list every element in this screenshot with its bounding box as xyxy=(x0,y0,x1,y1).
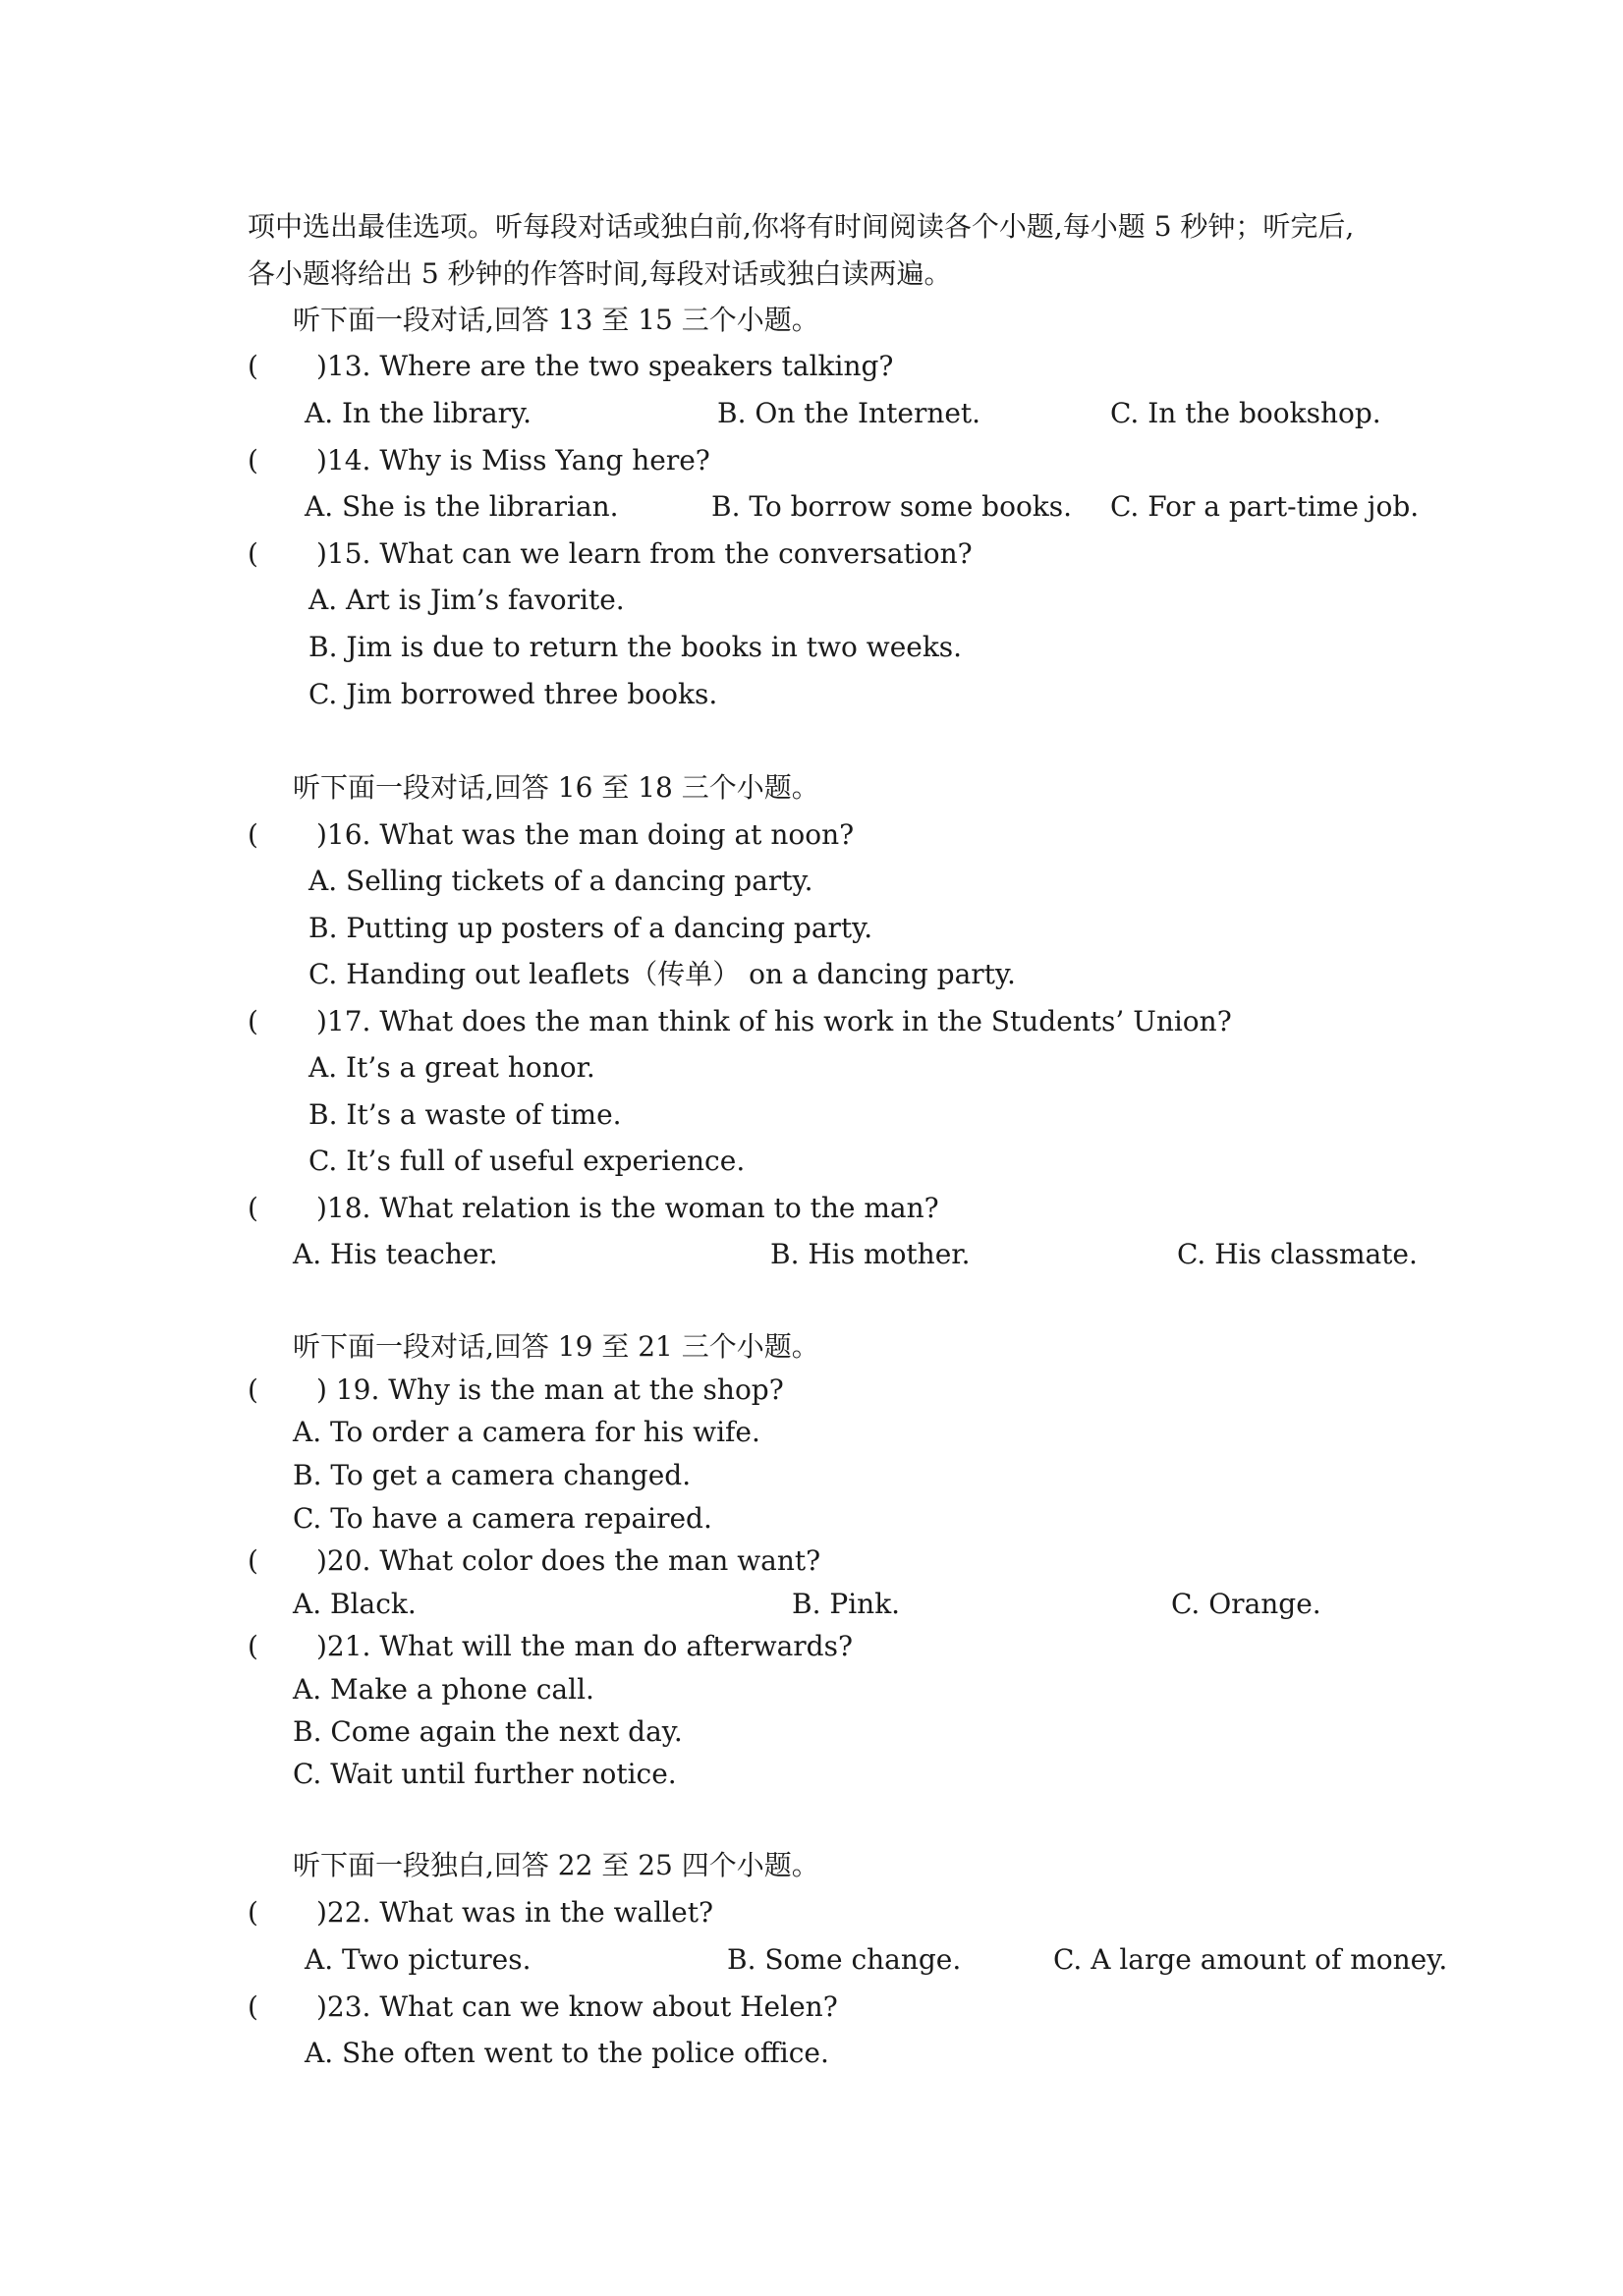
answer-bracket: ( xyxy=(248,1005,258,1037)
option-15c: C. Jim borrowed three books. xyxy=(308,678,718,710)
intro-line-2: 各小题将给出 5 秒钟的作答时间,每段对话或独白读两遍。 xyxy=(248,257,952,290)
question-23: )23. What can we know about Helen? xyxy=(316,1990,838,2023)
intro-line-1: 项中选出最佳选项。听每段对话或独白前,你将有时间阅读各个小题,每小题 5 秒钟；听完后, xyxy=(248,210,1355,243)
option-16c: C. Handing out leaflets（传单） on a dancing party. xyxy=(308,958,1016,990)
section-heading: 听下面一段对话,回答 13 至 15 三个小题。 xyxy=(293,304,819,336)
option-17b: B. It’s a waste of time. xyxy=(308,1098,622,1131)
answer-bracket: ( xyxy=(248,350,258,382)
question-15: )15. What can we learn from the conversation? xyxy=(316,537,973,570)
option-16b: B. Putting up posters of a dancing party. xyxy=(308,912,873,944)
section-heading: 听下面一段对话,回答 19 至 21 三个小题。 xyxy=(293,1330,819,1363)
option-13b: B. On the Internet. xyxy=(717,397,981,429)
option-17c: C. It’s full of useful experience. xyxy=(308,1145,746,1177)
option-17a: A. It’s a great honor. xyxy=(308,1051,595,1084)
question-22: )22. What was in the wallet? xyxy=(316,1896,713,1929)
question-21: )21. What will the man do afterwards? xyxy=(316,1630,853,1662)
question-14: )14. Why is Miss Yang here? xyxy=(316,444,710,476)
option-21a: A. Make a phone call. xyxy=(293,1673,594,1706)
question-20: )20. What color does the man want? xyxy=(316,1544,821,1577)
option-13a: A. In the library. xyxy=(305,397,532,429)
answer-bracket: ( xyxy=(248,1192,258,1224)
option-19a: A. To order a camera for his wife. xyxy=(293,1416,760,1448)
option-14c: C. For a part-time job. xyxy=(1110,490,1420,523)
answer-bracket: ( xyxy=(248,537,258,570)
option-18a: A. His teacher. xyxy=(293,1238,498,1270)
answer-bracket: ( xyxy=(248,1896,258,1929)
option-16a: A. Selling tickets of a dancing party. xyxy=(308,865,813,897)
answer-bracket: ( xyxy=(248,818,258,851)
option-13c: C. In the bookshop. xyxy=(1110,397,1381,429)
question-13: )13. Where are the two speakers talking? xyxy=(316,350,894,382)
option-20c: C. Orange. xyxy=(1171,1588,1321,1620)
option-20b: B. Pink. xyxy=(792,1588,901,1620)
option-22c: C. A large amount of money. xyxy=(1053,1943,1448,1976)
section-heading: 听下面一段对话,回答 16 至 18 三个小题。 xyxy=(293,771,819,804)
question-18: )18. What relation is the woman to the man? xyxy=(316,1192,939,1224)
option-18c: C. His classmate. xyxy=(1177,1238,1418,1270)
option-23a: A. She often went to the police office. xyxy=(305,2037,829,2069)
answer-bracket: ( xyxy=(248,1373,258,1406)
option-15b: B. Jim is due to return the books in two weeks. xyxy=(308,631,963,663)
option-19b: B. To get a camera changed. xyxy=(293,1459,692,1491)
option-14a: A. She is the librarian. xyxy=(305,490,619,523)
option-22a: A. Two pictures. xyxy=(305,1943,532,1976)
option-21c: C. Wait until further notice. xyxy=(293,1758,677,1790)
question-16: )16. What was the man doing at noon? xyxy=(316,818,855,851)
question-17: )17. What does the man think of his work in the Students’ Union? xyxy=(316,1005,1232,1037)
option-22b: B. Some change. xyxy=(727,1943,962,1976)
option-21b: B. Come again the next day. xyxy=(293,1715,683,1748)
question-19: ) 19. Why is the man at the shop? xyxy=(316,1373,784,1406)
section-heading: 听下面一段独白,回答 22 至 25 四个小题。 xyxy=(293,1849,819,1881)
option-20a: A. Black. xyxy=(293,1588,417,1620)
option-14b: B. To borrow some books. xyxy=(711,490,1073,523)
option-19c: C. To have a camera repaired. xyxy=(293,1502,712,1535)
answer-bracket: ( xyxy=(248,1630,258,1662)
answer-bracket: ( xyxy=(248,1544,258,1577)
answer-bracket: ( xyxy=(248,444,258,476)
option-18b: B. His mother. xyxy=(770,1238,971,1270)
answer-bracket: ( xyxy=(248,1990,258,2023)
option-15a: A. Art is Jim’s favorite. xyxy=(308,584,625,616)
